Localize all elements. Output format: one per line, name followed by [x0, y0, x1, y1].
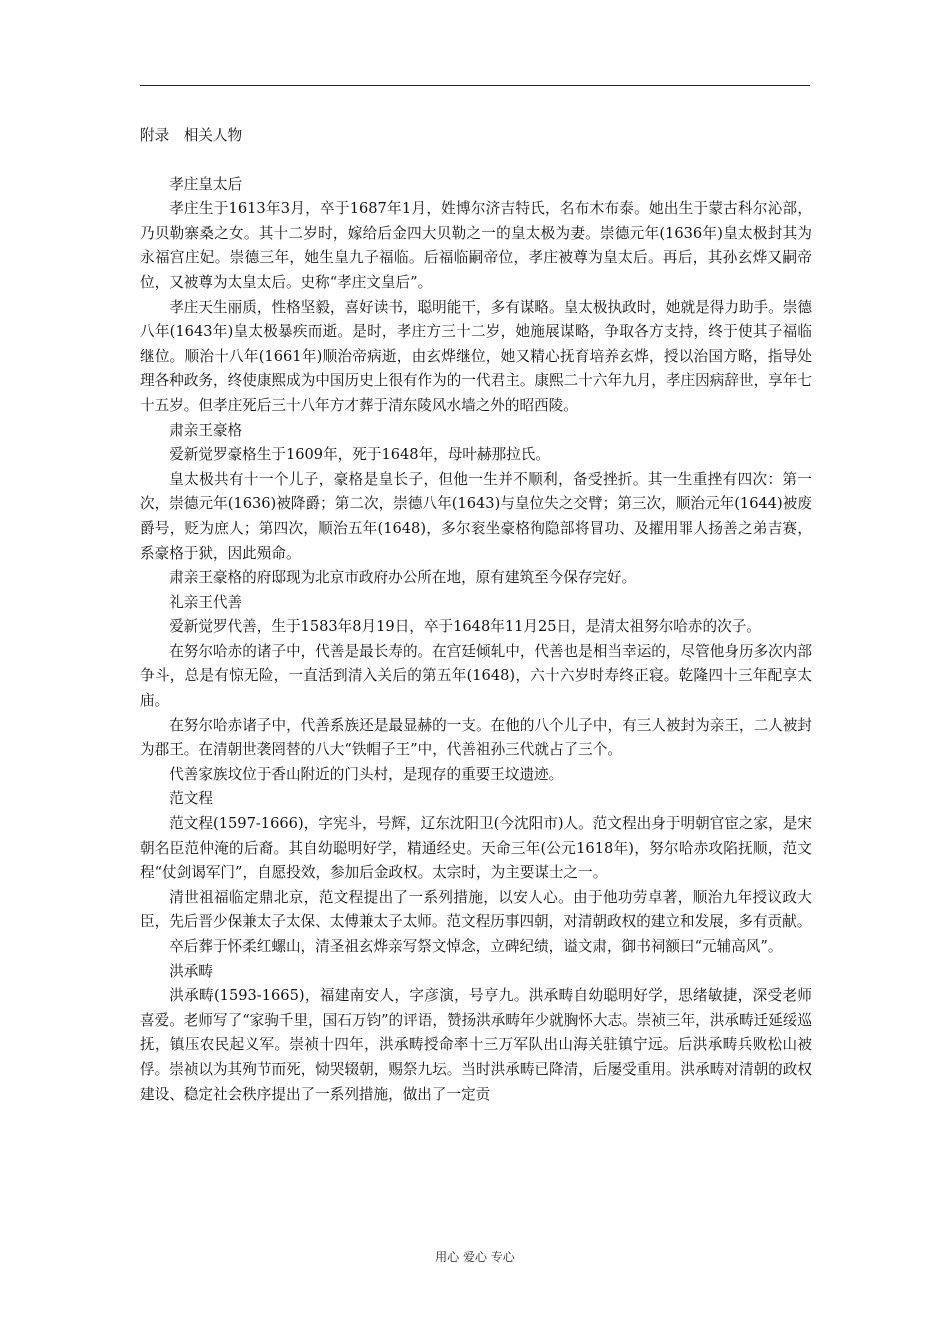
paragraph: 在努尔哈赤的诸子中，代善是最长寿的。在宫廷倾轧中，代善也是相当幸运的，尽管他身历多次内部争斗，总是有惊无险，一直活到清入关后的第五年(1648)，六十六岁时寿终正寝。乾隆四十三年配享太庙。 [140, 642, 812, 710]
section-heading: 洪承畴 [169, 962, 213, 980]
section-xiaozhuang [140, 173, 812, 419]
paragraph: 孝庄天生丽质，性格坚毅，喜好读书，聪明能干，多有谋略。皇太极执政时，她就是得力助手。崇德八年(1643年)皇太极暴疾而逝。是时，孝庄方三十二岁，她施展谋略，争取各方支持，终于使其子福临继位。顺治十八年(1661年)顺治帝病逝，由玄烨继位，她又精心抚育培养玄烨，授以治国方略，指导处理各种政务，终使康熙成为中国历史上很有作为的一代君主。康熙二十六年九月，孝庄因病辞世，享年七十五岁。但孝庄死后三十八年方才葬于清东陵风水墙之外的昭西陵。 [140, 298, 812, 414]
document-body [140, 124, 812, 1107]
section-heading: 孝庄皇太后 [169, 175, 243, 193]
paragraph: 皇太极共有十一个儿子，豪格是皇长子，但他一生并不顺利，备受挫折。其一生重挫有四次：第一次，崇德元年(1636)被降爵；第二次，崇德八年(1643)与皇位失之交臂；第三次，顺治元年(1644)被废爵号，贬为庶人；第四次，顺治五年(1648)，多尔衮坐豪格徇隐部将冒功、及擢用罪人扬善之弟吉赛，系豪格于狱，因此殒命。 [140, 470, 812, 562]
section-heading: 肃亲王豪格 [169, 421, 243, 439]
paragraph: 洪承畴(1593-1665)，福建南安人，字彦演，号亨九。洪承畴自幼聪明好学，思绪敏捷，深受老师喜爱。老师写了“家驹千里，国石万钧”的评语，赞扬洪承畴年少就胸怀大志。崇祯三年，洪承畴迁延绥巡抚，镇压农民起义军。崇祯十四年，洪承畴授命率十三万军队出山海关驻镇宁远。后洪承畴兵败松山被俘。崇祯以为其殉节而死，恸哭辍朝，赐祭九坛。当时洪承畴已降清，后屡受重用。洪承畴对清朝的政权建设、稳定社会秩序提出了一系列措施，做出了一定贡 [140, 987, 812, 1103]
paragraph: 代善家族坟位于香山附近的门头村，是现存的重要王坟遗迹。 [169, 765, 564, 783]
paragraph: 卒后葬于怀柔红螺山，清圣祖玄烨亲写祭文悼念，立碑纪绩，谥文肃，御书祠额曰“元辅高风”。 [169, 938, 783, 955]
section-fan-wencheng [140, 787, 812, 959]
header-rule [140, 85, 810, 86]
paragraph: 肃亲王豪格的府邸现为北京市政府办公所在地，原有建筑至今保存完好。 [169, 569, 637, 587]
section-heading: 范文程 [169, 790, 213, 808]
section-daishan [140, 591, 812, 788]
paragraph: 爱新觉罗豪格生于1609年，死于1648年，母叶赫那拉氏。 [169, 446, 550, 464]
paragraph: 在努尔哈赤诸子中，代善系族还是最显赫的一支。在他的八个儿子中，有三人被封为亲王，二人被封为郡王。在清朝世袭罔替的八大“铁帽子王”中，代善祖孙三代就占了三个。 [140, 716, 812, 759]
paragraph: 爱新觉罗代善，生于1583年8月19日，卒于1648年11月25日，是清太祖努尔哈赤的次子。 [169, 618, 761, 636]
section-hong-chengchou [140, 960, 812, 1108]
appendix-title: 附录 相关人物 [140, 127, 243, 144]
paragraph: 范文程(1597-1666)，字宪斗，号辉，辽东沈阳卫(今沈阳市)人。范文程出身于明朝官宦之家，是宋朝名臣范仲淹的后裔。其自幼聪明好学，精通经史。天命三年(公元1618年)，努尔哈赤攻陷抚顺，范文程“仗剑谒军门”，自愿投效，参加后金政权。太宗时，为主要谋士之一。 [140, 815, 812, 882]
page-footer: 用心 爱心 专心 [435, 1250, 515, 1264]
paragraph: 清世祖福临定鼎北京，范文程提出了一系列措施，以安人心。由于他功劳卓著，顺治九年授议政大臣，先后晋少保兼太子太保、太傅兼太子太师。范文程历事四朝，对清朝政权的建立和发展，多有贡献。 [140, 888, 812, 931]
section-heading: 礼亲王代善 [169, 593, 243, 611]
section-haoge [140, 419, 812, 591]
paragraph: 孝庄生于1613年3月，卒于1687年1月，姓博尔济吉特氏，名布木布泰。她出生于蒙古科尔沁部，乃贝勒寨桑之女。其十二岁时，嫁给后金四大贝勒之一的皇太极为妻。崇德元年(1636年)皇太极封其为永福宫庄妃。崇德三年，她生皇九子福临。后福临嗣帝位，孝庄被尊为皇太后。再后，其孙玄烨又嗣帝位，又被尊为太皇太后。史称“孝庄文皇后”。 [140, 200, 812, 291]
